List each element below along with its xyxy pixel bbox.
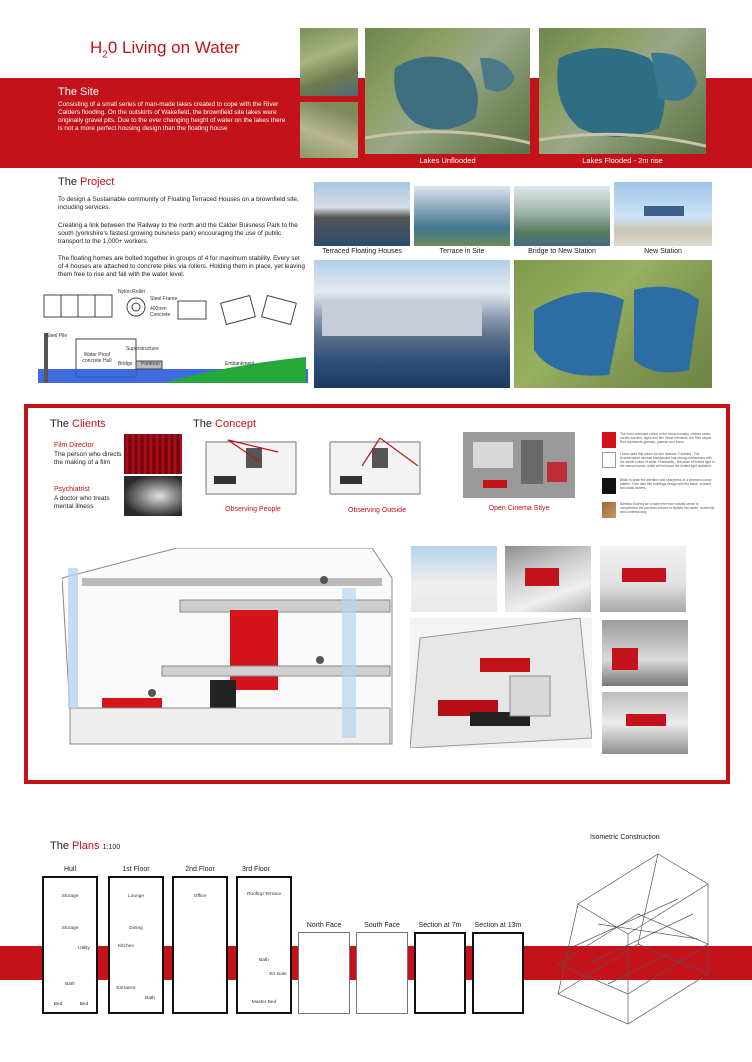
caption-terrace-in-site: Terrace in Site [439,248,485,255]
plan-1st-floor: Lounge Dining Kitchen Entrance Bath [108,876,164,1014]
caption-observing-people: Observing People [225,506,281,513]
caption-terraced-houses: Terraced Floating Houses [322,248,402,255]
plan-title-hull: Hull [63,866,77,873]
label-embankment: Embankment [225,361,255,367]
plan-title-1st: 1st Floor [122,866,150,873]
render-red-sofa [602,620,688,686]
concept-heading: The Concept [193,418,257,430]
label-nylon-roller: Nylon Roller [118,289,146,295]
note-red: The most dominant colour in the visual industry, cinema seats, curtain borders, signs and film frame elements, the Red carpet. Red represents glamour, passion and focus. [620,432,712,444]
note-white: I have used this colour for two reasons. Contrast - The Scandinavian minimal background has strong connections with the sterile colour of white. Practicality - Because of limited light in the narrow house, white will enhance the limited light available. [620,452,715,468]
terrace-houses-block [322,302,482,336]
elevation-title-north: North Face [306,922,342,929]
elevation-title-section-13m: Section at 13m [474,922,522,929]
kitchen-red-island [525,568,559,586]
note-bamboo: Bamboo flooring for a warm feel from natural sense to complement the previous colours in stylistic fan mode, modernist and contemporary. [620,502,715,514]
elevation-north [298,932,350,1014]
swatch-red [602,432,616,448]
elevation-south [356,932,408,1014]
label-steel-frame: Steel Frame [150,296,178,302]
elevation-title-south: South Face [364,922,400,929]
client-psychiatrist-title: Psychiatrist [54,486,90,493]
label-concrete: 400mm Concrete [150,306,171,318]
render-window-view [411,546,497,612]
page-title: $H_20$ Living on Water [90,38,240,61]
photo-terrace-in-site [414,186,510,246]
plan-title-2nd: 2nd Floor [185,866,215,873]
iso-label: Isometric Construction [590,834,660,841]
client-psychiatrist-desc: A doctor who treats mental illness [54,495,110,510]
project-paragraph-1: To design a Sustainable community of Floating Terraced Houses on a brownfield site, including services. [58,196,299,211]
sketch-open-cinema [463,432,575,498]
note-black: Black to draw the attention and sharpness of a cinema's colour palette. Then also film buildings design with the black, screens and static clutters. [620,478,712,490]
caption-observing-outside: Observing Outside [348,507,406,514]
plan-title-3rd: 3rd Floor [241,866,270,873]
elevation-title-section-7m: Section at 7m [418,922,462,929]
psychiatrist-photo [124,476,182,516]
station-building [644,206,684,216]
render-dining [602,692,688,754]
photo-site-aerial-large [514,260,712,388]
render-red-chairs [600,546,686,612]
section-model-render [62,548,400,748]
sketch-observing-people [198,432,308,502]
caption-new-station: New Station [644,248,682,255]
swatch-white [602,452,616,468]
site-heading: The Site [58,86,99,98]
photo-floating-terrace-large [314,260,510,388]
label-steel-pile: Steel Pile [46,333,68,339]
label-superstructure: Superstructure [126,346,159,352]
site-aerial-lakes [514,260,712,388]
section-7m [414,932,466,1014]
site-photo-overview-bottom [300,102,358,158]
render-interior-perspective [410,618,592,748]
project-paragraph-3: The floating homes are bolted together in groups of 4 for maximum stability. Every set of 4 houses are attached to concrete piles via rollers. Holding them in place, yet leaving them free to rise and fall with the water level. [58,255,305,278]
clients-heading: The Clients [50,418,106,430]
flooded-lake-shape [539,28,706,154]
sofa-red [612,648,638,670]
client-film-director-title: Film Director [54,442,94,449]
caption-lakes-unflooded: Lakes Unflooded [419,156,476,165]
render-red-kitchen [505,546,591,612]
section-13m [472,932,524,1014]
swatch-black [602,478,616,494]
site-photo-unflooded [365,28,530,154]
photo-bridge-station [514,186,610,246]
photo-terraced-houses [314,182,410,246]
client-film-director-desc: The person who directs the making of a film [54,451,122,466]
caption-bridge-station: Bridge to New Station [528,248,596,255]
project-paragraph-2: Creating a link between the Railway to the north and the Calder Buisness Park to the south (yorkshire's fastest growing buisness park) encouraging the use of public transport to the 1,000+ workers. [58,222,298,245]
label-bridge: Bridge [118,361,133,367]
dining-red-chairs [626,714,666,726]
caption-lakes-flooded: Lakes Flooded - 2m rise [582,156,663,165]
project-heading: The Project [58,176,115,188]
plan-2nd-floor: Office [172,876,228,1014]
plans-heading: The Plans 1:100 [50,840,121,852]
render-red-seats [622,568,666,582]
label-hull: Water Proof concrete Hull [82,352,112,364]
isometric-construction-drawing [538,844,718,1040]
plan-3rd-floor: Rooftop Terrace Bath En suite Master Bed [236,876,292,1014]
label-pontoon: Pontoon [141,361,160,367]
site-photo-flooded [539,28,706,154]
cinema-curtain-photo [124,434,182,474]
sketch-observing-outside [322,432,432,502]
unflooded-lake-shape [365,28,530,154]
site-photo-overview-top [300,28,358,96]
caption-open-cinema: Open Cinema Stlye [488,505,550,512]
plan-hull: Storage Storage Utility Bath Bed Bed [42,876,98,1014]
swatch-bamboo [602,502,616,518]
site-description: Consisting of a small series of man-made lakes created to cope with the River Calders flooding. On the outskirts of Wakefield, the brownfield site lakes were originally gravel pits. Due to the ever changing height of water on the lakes there is not a more perfect housing design than the floating house [58,101,286,132]
photo-new-station [614,182,712,246]
